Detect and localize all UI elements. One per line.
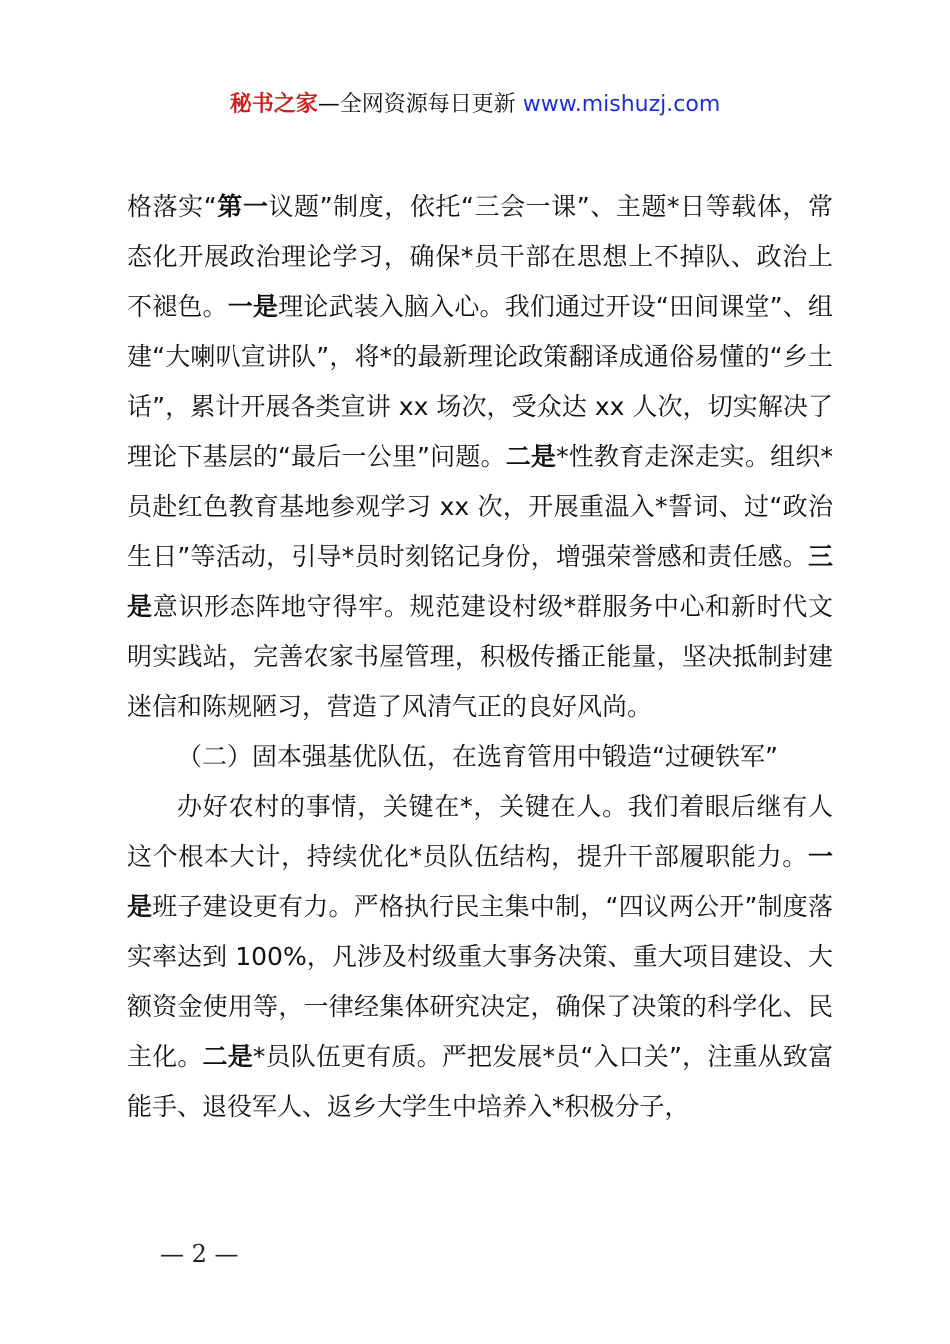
bold-run: 二是 bbox=[202, 1042, 253, 1071]
text-run: 格落实“ bbox=[127, 192, 217, 221]
header-slogan: —全网资源每日更新 bbox=[317, 92, 523, 117]
text-run: 议题”制度，依托“三会一课”、主题*日等载体，常态化开展政治理论学习，确保*员干部在思想上不掉队、政治上不褪色。 bbox=[127, 192, 834, 321]
text-run: 班子建设更有力。严格执行民主集中制，“四议两公开”制度落实率达到 100%，凡涉及村级重大事务决策、重大项目建设、大额资金使用等，一律经集体研究决定，确保了决策的科学化、民主化。 bbox=[127, 892, 833, 1071]
paragraph-2 bbox=[127, 782, 833, 1132]
bold-run: 二是 bbox=[505, 442, 557, 471]
bold-run: 三是 bbox=[127, 542, 833, 621]
text-run: 办好农村的事情，关键在*，关键在人。我们着眼后继有人这个根本大计，持续优化*员队伍结构，提升干部履职能力。 bbox=[127, 792, 833, 871]
site-header-banner bbox=[0, 88, 950, 122]
text-run: *性教育走深走实。组织*员赴红色教育基地参观学习 xx 次，开展重温入*誓词、过“政治生日”等活动，引导*员时刻铭记身份，增强荣誉感和责任感。 bbox=[127, 442, 833, 571]
paragraph-1 bbox=[127, 182, 833, 732]
text-run: 理论武装入脑入心。我们通过开设“田间课堂”、组建“大喇叭宣讲队”，将*的最新理论政策翻译成通俗易懂的“乡土话”，累计开展各类宣讲 xx 场次，受众达 xx 人次，切实解决了理论下基层的“最后一公里”问题。 bbox=[127, 292, 833, 471]
section-heading: （二）固本强基优队伍，在选育管用中锻造“过硬铁军” bbox=[177, 742, 778, 771]
bold-run: 第一 bbox=[216, 192, 269, 221]
bold-run: 一是 bbox=[127, 842, 833, 921]
text-run: 意识形态阵地守得牢。规范建设村级*群服务中心和新时代文明实践站，完善农家书屋管理，积极传播正能量，坚决抵制封建迷信和陈规陋习，营造了风清气正的良好风尚。 bbox=[127, 592, 833, 721]
page-number: — 2 — bbox=[160, 1240, 239, 1268]
brand-name: 秘书之家 bbox=[229, 92, 318, 117]
document-body bbox=[127, 182, 833, 1132]
bold-run: 一是 bbox=[227, 292, 279, 321]
text-run: *员队伍更有质。严把发展*员“入口关”，注重从致富能手、退役军人、返乡大学生中培养入*积极分子， bbox=[127, 1042, 833, 1121]
header-url[interactable]: www.mishuzj.com bbox=[522, 92, 721, 117]
